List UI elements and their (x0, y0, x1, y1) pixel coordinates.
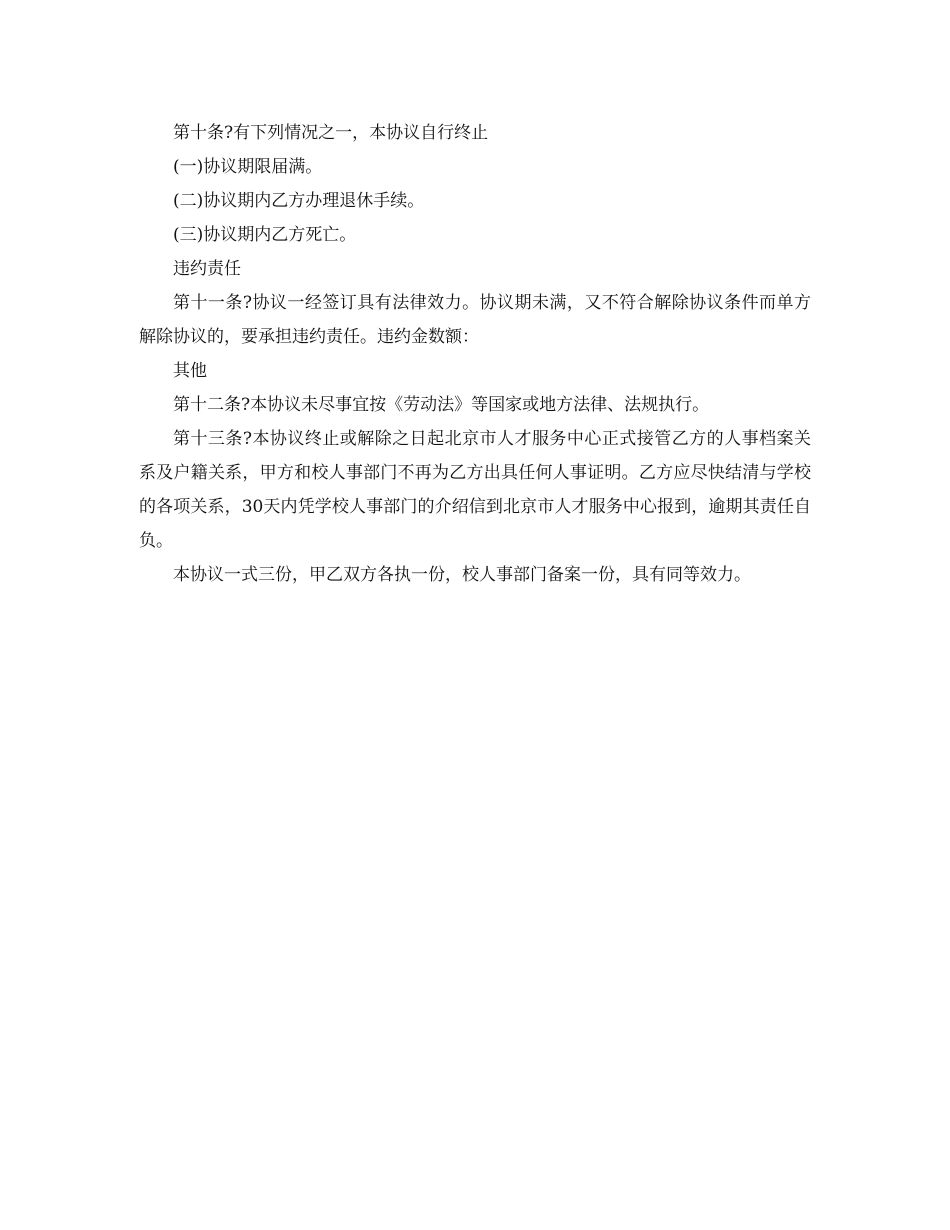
section-heading-other: 其他 (173, 361, 207, 381)
clause-10-item-2: (二)协议期内乙方办理退休手续。 (173, 191, 425, 211)
clause-10-item-3: (三)协议期内乙方死亡。 (173, 225, 357, 245)
clause-11: 第十一条?协议一经签订具有法律效力。协议期未满，又不符合解除协议条件而单方解除协议的，要承担违约责任。违约金数额： (139, 293, 811, 347)
document-body (139, 116, 811, 592)
clause-13: 第十三条?本协议终止或解除之日起北京市人才服务中心正式接管乙方的人事档案关系及户籍关系，甲方和校人事部门不再为乙方出具任何人事证明。乙方应尽快结清与学校的各项关系，30天内凭学校人事部门的介绍信到北京市人才服务中心报到，逾期其责任自负。 (139, 429, 811, 551)
clause-12: 第十二条?本协议未尽事宜按《劳动法》等国家或地方法律、法规执行。 (173, 395, 710, 415)
section-heading-breach: 违约责任 (173, 259, 241, 279)
closing-paragraph: 本协议一式三份，甲乙双方各执一份，校人事部门备案一份，具有同等效力。 (173, 565, 751, 585)
clause-10-heading: 第十条?有下列情况之一，本协议自行终止 (173, 123, 489, 143)
clause-10-item-1: (一)协议期限届满。 (173, 157, 323, 177)
